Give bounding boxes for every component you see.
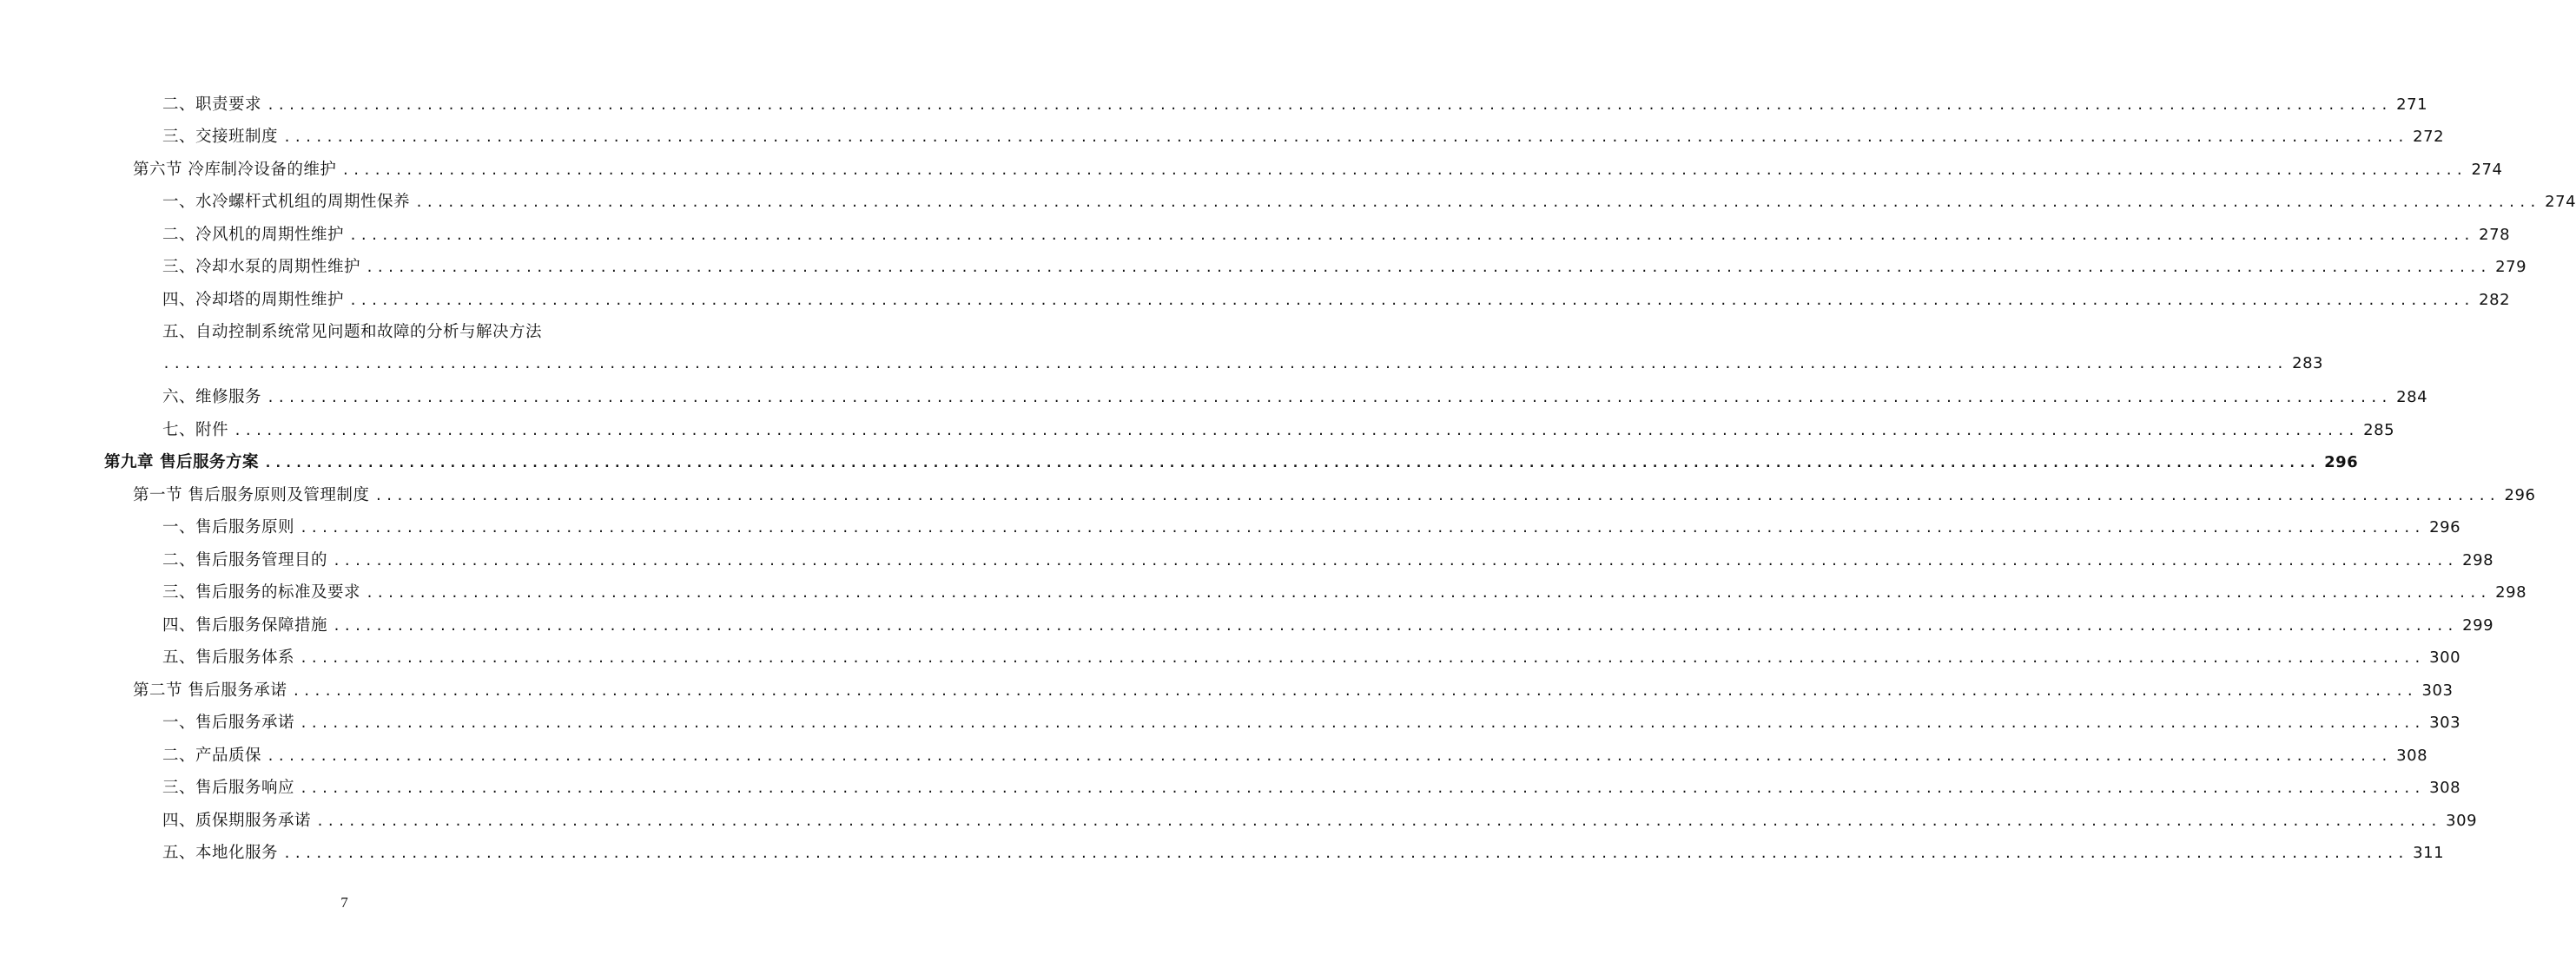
toc-subsection-entry[interactable] xyxy=(0,510,2461,543)
toc-entry-line xyxy=(133,157,2503,180)
toc-subsection-entry[interactable] xyxy=(0,87,2428,120)
toc-entry-line xyxy=(162,808,2478,831)
toc-entry-page: 274 xyxy=(2545,193,2576,212)
toc-dot-leader: ........................................................................................................................................................................................................ xyxy=(366,260,2491,276)
toc-subsection-entry[interactable] xyxy=(0,282,2511,315)
toc-dot-leader: ........................................................................................................................................................................................................ xyxy=(267,96,2392,113)
toc-subsection-entry[interactable] xyxy=(0,706,2461,739)
toc-entry-title: 三、冷却水泵的周期性维护 xyxy=(162,258,361,277)
toc-dot-leader: ........................................................................................................................................................................................................ xyxy=(267,390,2392,406)
toc-entry-line xyxy=(162,613,2494,635)
toc-dot-leader: ........................................................................................................................................................................................................ xyxy=(333,617,2458,634)
toc-dot-leader: ........................................................................................................................................................................................................ xyxy=(234,422,2359,438)
toc-subsection-entry[interactable] xyxy=(0,771,2461,804)
toc-subsection-entry[interactable] xyxy=(0,412,2395,445)
toc-dot-leader: ........................................................................................................................................................................................................ xyxy=(349,292,2474,308)
toc-dot-leader: ........................................................................................................................................................................................................ xyxy=(300,715,2425,732)
toc-entry-page: 271 xyxy=(2396,95,2428,114)
toc-subsection-entry[interactable] xyxy=(0,738,2428,771)
toc-dot-leader: ........................................................................................................................................................................................................ xyxy=(349,227,2474,243)
toc-entry-page: 298 xyxy=(2495,583,2527,602)
toc-entry-line xyxy=(162,515,2461,537)
toc-entry-title: 一、售后服务承诺 xyxy=(162,714,295,733)
toc-entry-page: 285 xyxy=(2363,420,2395,439)
toc-entry-line xyxy=(162,418,2395,440)
toc-entry-page: 284 xyxy=(2396,388,2428,407)
toc-entry-line xyxy=(162,710,2461,733)
toc-dot-leader: ........................................................................................................................................................................................................ xyxy=(283,129,2408,146)
toc-section-entry[interactable] xyxy=(0,152,2503,185)
toc-entry-page: 296 xyxy=(2429,518,2461,537)
toc-entry-page: 309 xyxy=(2446,811,2478,830)
toc-entry-title: 四、售后服务保障措施 xyxy=(162,615,328,635)
toc-dot-leader: ........................................................................................................................................................................................................ xyxy=(300,780,2425,797)
toc-dot-leader: ........................................................................................................................................................................................................ xyxy=(300,520,2425,536)
toc-entry-page: 296 xyxy=(2504,485,2536,504)
toc-subsection-entry[interactable] xyxy=(0,641,2461,674)
toc-dot-leader: ........................................................................................................................................................................................................ xyxy=(333,552,2458,569)
toc-entry-page: 300 xyxy=(2429,648,2461,668)
toc-entry-page: 303 xyxy=(2429,714,2461,733)
page-number: 7 xyxy=(340,894,348,911)
toc-entry-title: 三、交接班制度 xyxy=(162,128,279,147)
toc-entry-title: 第九章 售后服务方案 xyxy=(104,453,259,472)
toc-subsection-entry[interactable] xyxy=(0,347,2324,380)
toc-entry-page: 283 xyxy=(2292,354,2324,373)
toc-dot-leader: ........................................................................................................................................................................................................ xyxy=(316,813,2441,829)
toc-entry-line xyxy=(162,385,2428,407)
toc-dot-leader: ........................................................................................................................................................................................................ xyxy=(300,650,2425,667)
toc-entry-title: 三、售后服务响应 xyxy=(162,779,295,798)
toc-dot-leader: ........................................................................................................................................................................................................ xyxy=(415,194,2540,211)
toc-subsection-entry[interactable] xyxy=(0,608,2494,641)
toc-dot-leader: ........................................................................................................................................................................................................ xyxy=(341,161,2467,178)
toc-entry-title: 三、售后服务的标准及要求 xyxy=(162,583,361,602)
toc-entry-page: 279 xyxy=(2495,258,2527,277)
toc-entry-line xyxy=(162,319,585,342)
toc-dot-leader: ........................................................................................................................................................................................................ xyxy=(263,455,2320,471)
toc-section-entry[interactable] xyxy=(0,477,2536,510)
toc-section-entry[interactable] xyxy=(0,673,2454,706)
toc-entry-page: 282 xyxy=(2479,290,2511,309)
toc-entry-page: 311 xyxy=(2413,844,2445,863)
toc-entry-line xyxy=(162,124,2445,147)
toc-subsection-entry[interactable] xyxy=(0,217,2511,250)
toc-entry-line xyxy=(162,645,2461,668)
toc-dot-leader: ........................................................................................................................................................................................................ xyxy=(366,585,2491,602)
toc-entry-line xyxy=(162,743,2428,766)
toc-subsection-entry[interactable] xyxy=(0,543,2494,576)
toc-dot-leader: ........................................................................................................................................................................................................ xyxy=(283,846,2408,862)
toc-subsection-entry[interactable] xyxy=(0,250,2527,283)
toc-entry-title: 五、售后服务体系 xyxy=(162,648,295,668)
toc-entry-title: 六、维修服务 xyxy=(162,388,262,407)
toc-entry-line xyxy=(162,548,2494,570)
toc-entry-page: 298 xyxy=(2462,550,2494,569)
toc-entry-title: 七、附件 xyxy=(162,420,229,439)
toc-entry-page: 272 xyxy=(2413,128,2445,147)
toc-subsection-entry[interactable] xyxy=(0,120,2445,153)
toc-dot-leader: ........................................................................................................................................................................................................ xyxy=(267,747,2392,764)
toc-subsection-entry[interactable] xyxy=(0,836,2445,869)
toc-entry-line xyxy=(162,189,2576,212)
toc-entry-page: 278 xyxy=(2479,225,2511,244)
toc-entry-title: 一、售后服务原则 xyxy=(162,518,295,537)
toc-entry-line xyxy=(162,287,2511,310)
toc-entry-title: 二、职责要求 xyxy=(162,95,262,114)
toc-entry-line xyxy=(162,775,2461,798)
toc-entry-title: 第六节 冷库制冷设备的维护 xyxy=(133,160,337,179)
toc-entry-title: 一、水冷螺杆式机组的周期性保养 xyxy=(162,193,411,212)
toc-entry-line xyxy=(162,92,2428,115)
toc-entry-page: 308 xyxy=(2396,746,2428,765)
toc-entry-line xyxy=(104,450,2359,472)
toc-entry-page: 274 xyxy=(2471,160,2503,179)
toc-subsection-entry[interactable] xyxy=(0,380,2428,413)
toc-entry-line xyxy=(162,222,2511,245)
table-of-contents xyxy=(0,87,2576,868)
toc-entry-title: 四、质保期服务承诺 xyxy=(162,811,312,830)
toc-entry-line xyxy=(162,580,2527,602)
toc-entry-title: 四、冷却塔的周期性维护 xyxy=(162,290,345,309)
toc-entry-line xyxy=(162,254,2527,277)
toc-dot-leader: ........................................................................................................................................................................................................ xyxy=(292,682,2417,699)
toc-subsection-entry[interactable] xyxy=(0,803,2478,836)
toc-entry-line xyxy=(162,354,2324,373)
toc-entry-title: 二、产品质保 xyxy=(162,746,262,765)
toc-dot-leader: ........................................................................................................................................................................................................ xyxy=(162,356,2288,372)
toc-entry-line xyxy=(133,483,2536,505)
toc-entry-page: 303 xyxy=(2421,681,2454,700)
toc-entry-line xyxy=(133,678,2454,701)
toc-chapter-entry[interactable] xyxy=(0,445,2359,478)
toc-dot-leader: ........................................................................................................................................................................................................ xyxy=(374,487,2500,503)
toc-entry-page: 296 xyxy=(2324,453,2359,472)
toc-subsection-entry[interactable] xyxy=(0,576,2527,609)
toc-entry-page: 299 xyxy=(2462,615,2494,635)
toc-subsection-entry[interactable] xyxy=(0,315,689,348)
toc-entry-page: 308 xyxy=(2429,779,2461,798)
toc-entry-title: 第二节 售后服务承诺 xyxy=(133,681,287,700)
toc-entry-line xyxy=(162,840,2445,863)
toc-entry-title: 第一节 售后服务原则及管理制度 xyxy=(133,485,370,504)
toc-entry-title: 二、售后服务管理目的 xyxy=(162,550,328,569)
toc-entry-title: 五、本地化服务 xyxy=(162,844,279,863)
toc-entry-title: 五、自动控制系统常见问题和故障的分析与解决方法 xyxy=(162,323,543,342)
toc-entry-title: 二、冷风机的周期性维护 xyxy=(162,225,345,244)
toc-subsection-entry[interactable] xyxy=(0,185,2576,218)
